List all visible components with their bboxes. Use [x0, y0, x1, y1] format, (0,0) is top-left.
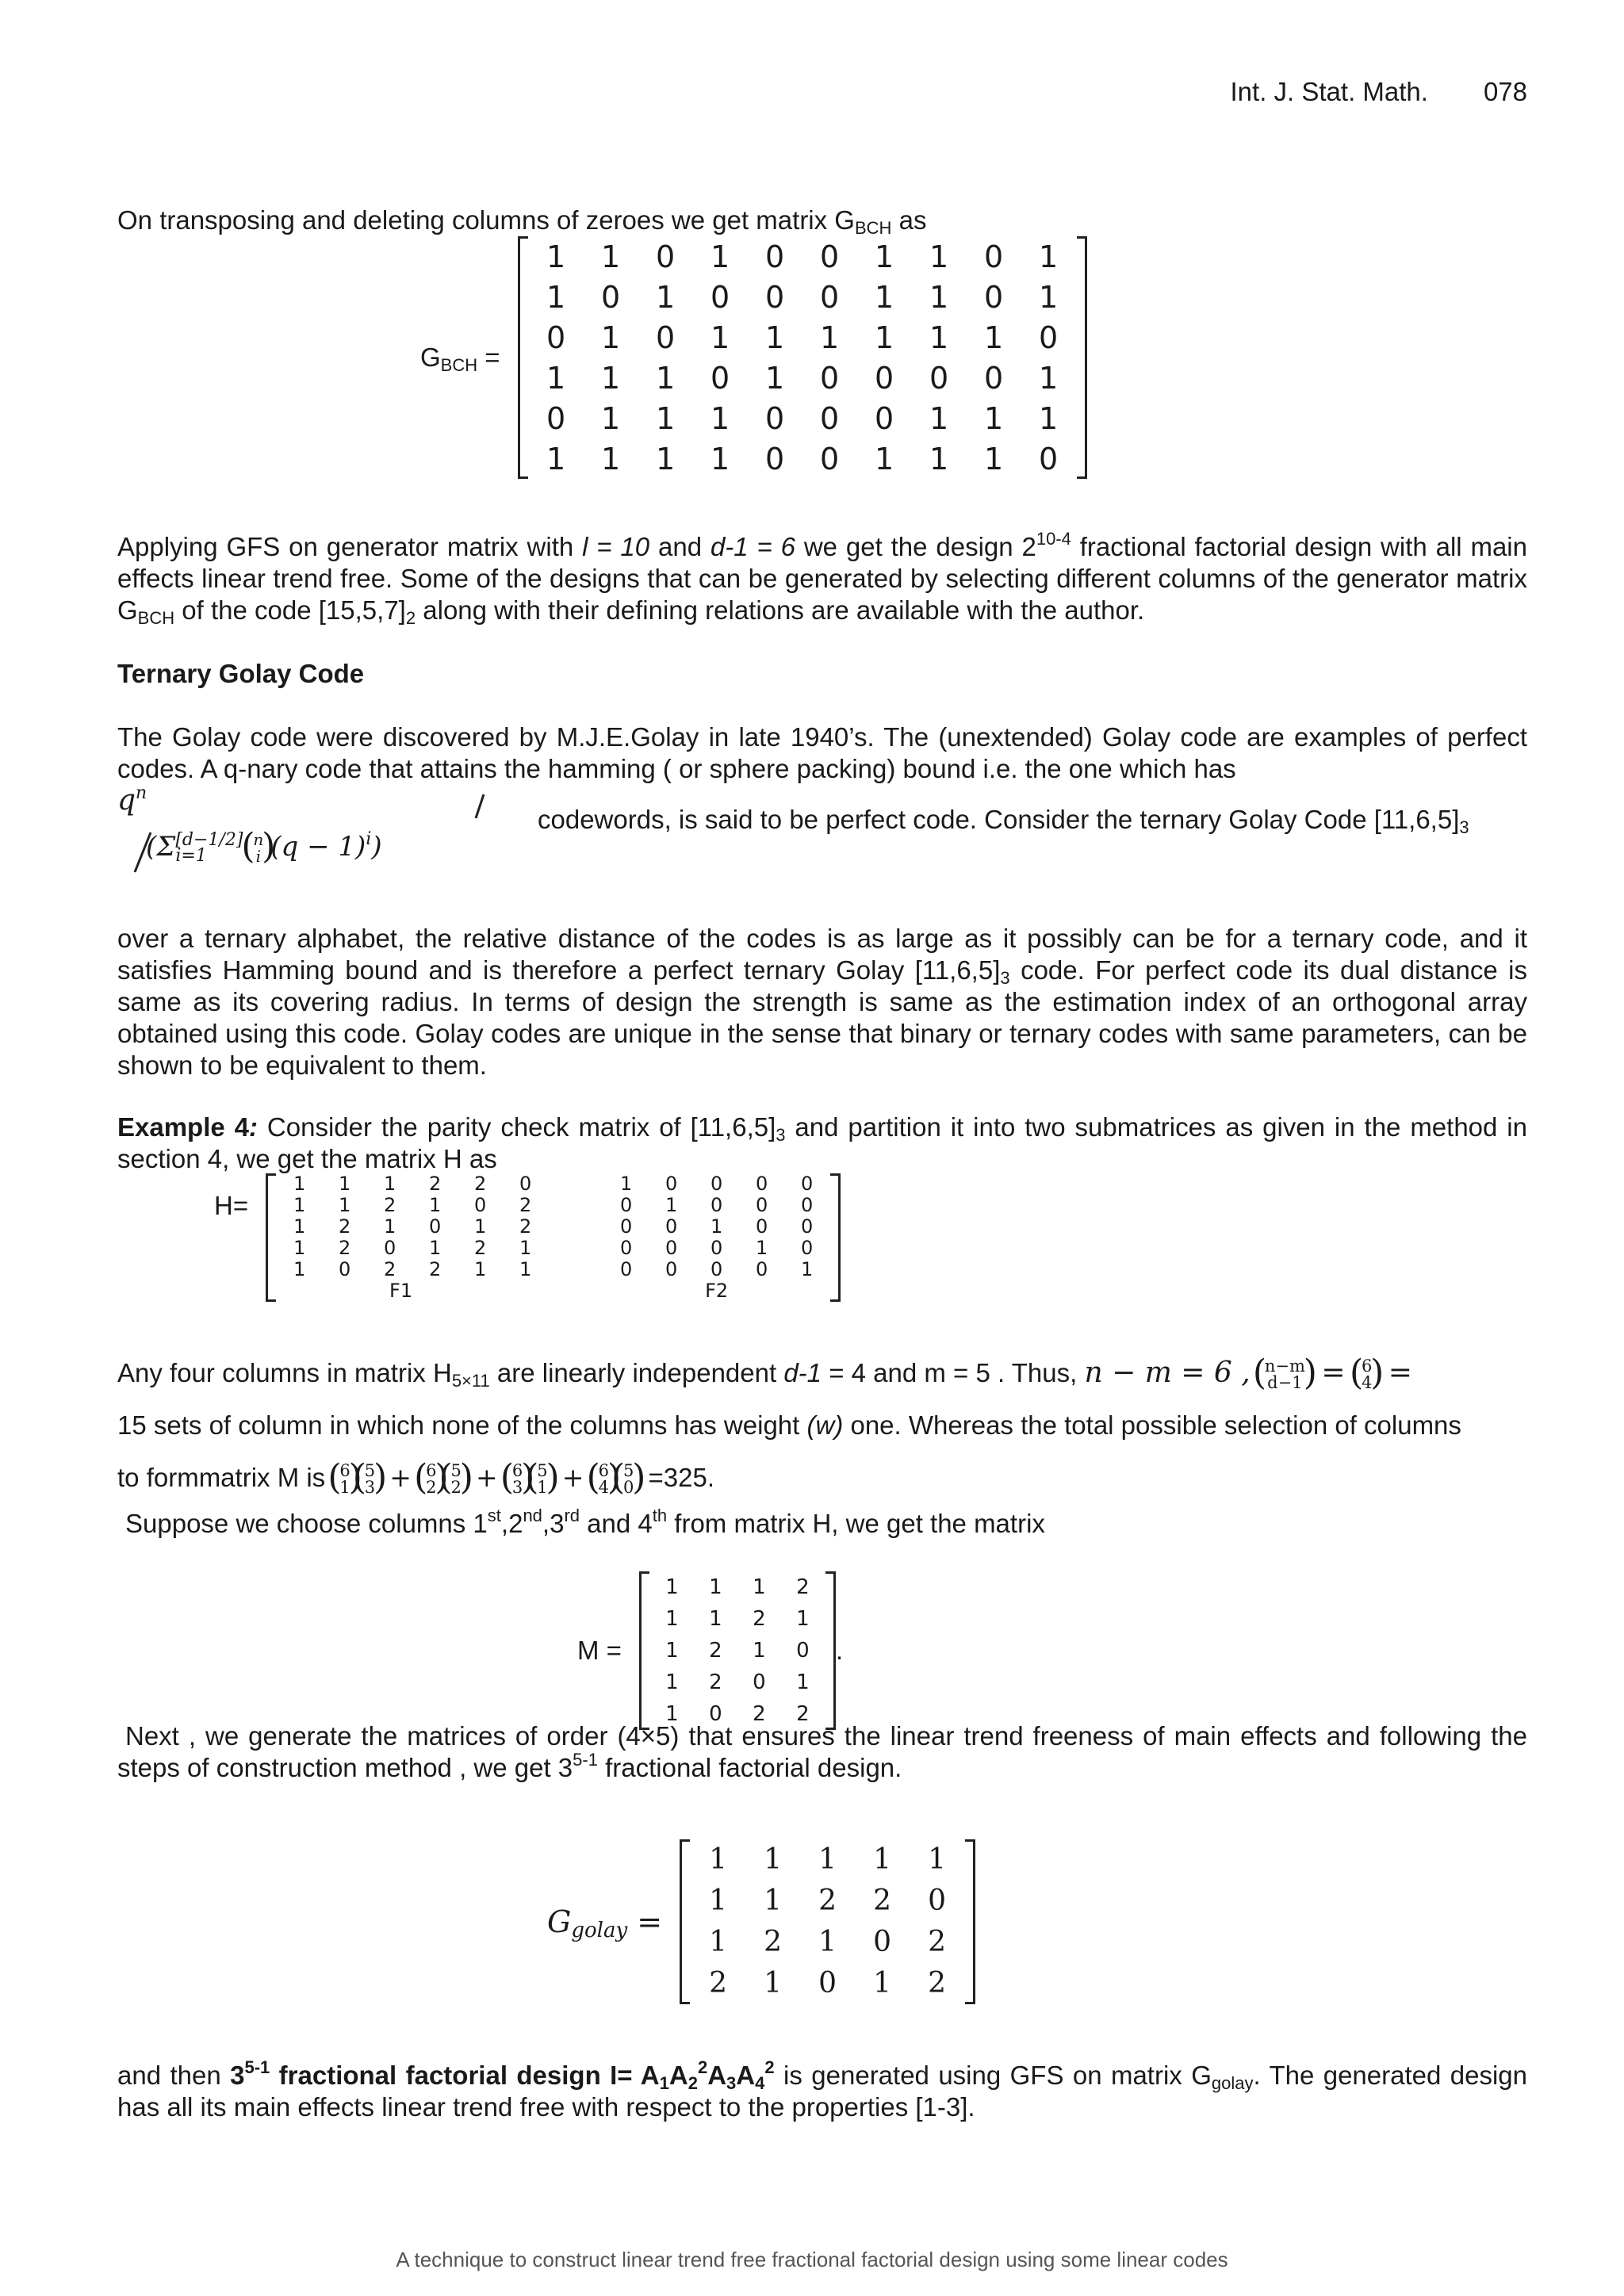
matrix-cell: 2 — [709, 1639, 722, 1663]
matrix-cell: 0 — [800, 1237, 814, 1259]
matrix-cell: 2 — [796, 1702, 810, 1726]
gbch-row — [529, 277, 1076, 317]
h-foot-spacer — [458, 1280, 503, 1302]
running-footer: A technique to construct linear trend free fractional factorial design using some linear codes — [396, 2248, 1228, 2271]
matrix-cell: 1 — [665, 1607, 679, 1631]
matrix-cell: 1 — [710, 239, 730, 274]
matrix-cell: 2 — [428, 1258, 442, 1280]
matrix-cell: 1 — [600, 320, 621, 355]
matrix-cell: 1 — [983, 441, 1004, 476]
matrix-cell: 0 — [983, 279, 1004, 315]
matrix-cell: 0 — [1038, 441, 1059, 476]
matrix-cell: 1 — [929, 441, 949, 476]
matrix-cell: 1 — [873, 1843, 892, 1876]
h-gap — [548, 1259, 603, 1280]
ggolay-table — [691, 1839, 964, 2004]
matrix-cell: 1 — [709, 1885, 728, 1917]
m-row — [650, 1571, 825, 1603]
matrix-cell: 2 — [428, 1173, 442, 1195]
h-submatrix-labels — [277, 1280, 829, 1302]
matrix-cell: 1 — [983, 320, 1004, 355]
paragraph-transpose — [117, 205, 1527, 236]
matrix-cell: 1 — [764, 320, 785, 355]
matrix-cell: 0 — [710, 1258, 723, 1280]
matrix-cell: 0 — [546, 400, 566, 436]
h-row — [277, 1195, 829, 1216]
matrix-cell: 1 — [710, 400, 730, 436]
matrix-cell: 1 — [874, 441, 894, 476]
matrix-cell: 0 — [755, 1173, 768, 1195]
matrix-cell: 2 — [383, 1258, 396, 1280]
matrix-cell: 1 — [764, 1843, 783, 1876]
matrix-cell: 0 — [710, 1173, 723, 1195]
m-label: M = — [577, 1636, 622, 1665]
matrix-cell: 1 — [818, 1843, 837, 1876]
matrix-cell: 0 — [983, 239, 1004, 274]
f2-label: F2 — [705, 1280, 729, 1302]
matrix-cell: 0 — [473, 1194, 487, 1216]
h-foot-spacer — [548, 1280, 603, 1302]
matrix-cell: 1 — [428, 1237, 442, 1259]
matrix-cell: 1 — [710, 441, 730, 476]
h-foot-spacer — [503, 1280, 548, 1302]
matrix-cell: 0 — [338, 1258, 351, 1280]
matrix-cell: 1 — [293, 1173, 306, 1195]
matrix-cell: 1 — [665, 1702, 679, 1726]
ggolay-label: $G_{golay}$ = — [547, 1904, 663, 1942]
sphere-packing-formula: $q^n$ (Σ [d−1/2] i=1 ( n i ) $(q - 1)^i$) — [117, 785, 522, 880]
m-row — [650, 1635, 825, 1667]
gbch-row — [529, 358, 1076, 398]
matrix-cell: 1 — [818, 1926, 837, 1958]
paragraph-ternary-alphabet: over a ternary alphabet, the relative distance of the codes is as large as it possibly can be for a ternary code, and it satisfies Hamming bound and is therefore a perfect ternary Golay $[11,6,5]_3$ code. For perfect code its dual distance is same as its covering radius. In terms of design the strength is same as the estimation index of an orthogonal array obtained using this code. Golay codes are unique in the sense that binary or ternary codes with same parameters, can be shown to be equivalent to them. — [117, 924, 1527, 1080]
p1-text: On transposing and deleting columns of zeroes we get matrix G — [117, 205, 855, 235]
matrix-cell: 1 — [519, 1258, 532, 1280]
matrix-cell: 2 — [928, 1926, 947, 1958]
gbch-matrix — [518, 236, 1087, 479]
matrix-cell: 0 — [928, 1885, 947, 1917]
matrix-cell: 0 — [764, 239, 785, 274]
matrix-cell: 2 — [473, 1237, 487, 1259]
matrix-cell: 1 — [665, 1639, 679, 1663]
matrix-cell: 1 — [710, 320, 730, 355]
matrix-cell: 2 — [383, 1194, 396, 1216]
matrix-cell: 2 — [519, 1215, 532, 1238]
matrix-cell: 0 — [665, 1258, 678, 1280]
matrix-cell: 1 — [753, 1575, 766, 1599]
matrix-cell: 1 — [929, 279, 949, 315]
m-row — [650, 1667, 825, 1698]
matrix-cell: 1 — [519, 1237, 532, 1259]
matrix-cell: 1 — [929, 320, 949, 355]
p3-text: The Golay code were discovered by M.J.E.Golay in late 1940’s. The (unextended) Golay code are examples of perfect codes. A q-nary code that attains the hamming ( or sphere packing) bound i.e. the one which has — [117, 722, 1527, 783]
matrix-cell: 1 — [873, 1967, 892, 1999]
matrix-cell: 0 — [710, 279, 730, 315]
matrix-cell: 1 — [929, 239, 949, 274]
matrix-cell: 0 — [1038, 320, 1059, 355]
matrix-cell: 0 — [655, 320, 676, 355]
f1-label: F1 — [389, 1280, 413, 1302]
matrix-cell: 1 — [293, 1194, 306, 1216]
ggolay-matrix — [680, 1839, 975, 2004]
matrix-cell: 2 — [818, 1885, 837, 1917]
h-label: H= — [214, 1191, 249, 1220]
h-foot-spacer — [603, 1280, 649, 1302]
gbch-row — [529, 438, 1076, 479]
matrix-cell: 1 — [655, 441, 676, 476]
h-row — [277, 1216, 829, 1238]
m-matrix-block — [577, 1571, 843, 1730]
h-matrix — [266, 1173, 841, 1302]
matrix-cell: 0 — [619, 1194, 633, 1216]
matrix-cell: 2 — [709, 1967, 728, 1999]
matrix-cell: 1 — [764, 1885, 783, 1917]
matrix-cell: 0 — [800, 1173, 814, 1195]
matrix-cell: 1 — [983, 400, 1004, 436]
matrix-cell: 1 — [709, 1575, 722, 1599]
matrix-cell: 1 — [709, 1607, 722, 1631]
matrix-cell: 0 — [764, 279, 785, 315]
matrix-cell: 1 — [709, 1843, 728, 1876]
h-gap — [548, 1216, 603, 1238]
paragraph-golay-intro — [117, 721, 1527, 785]
m-matrix — [639, 1571, 836, 1730]
h-matrix-block — [214, 1173, 841, 1302]
matrix-cell: 1 — [473, 1258, 487, 1280]
paragraph-independent-columns: Any four columns in matrix $H_{5\times 11}$ are linearly independent d-1 = 4 and m = 5 . Thus, n − m = 6 , ( n−m d−1 ) = ( 6 4 ) = — [117, 1357, 1527, 1391]
h-row — [277, 1238, 829, 1259]
matrix-cell: 1 — [800, 1258, 814, 1280]
h-foot-spacer — [412, 1280, 458, 1302]
matrix-cell: 1 — [755, 1237, 768, 1259]
ggolay-row — [691, 1881, 964, 1922]
matrix-cell: 2 — [796, 1575, 810, 1599]
matrix-cell: 0 — [755, 1215, 768, 1238]
paragraph-total-selection: to formmatrix M is ( 6 1 ) ( 5 3 ) + ( 6 2 ) ( 5 2 ) + ( 6 3 ) ( 5 1 ) + ( 6 4 ) ( 5 0 ) =325. — [117, 1462, 714, 1496]
matrix-cell: 2 — [753, 1607, 766, 1631]
running-header — [1231, 76, 1528, 108]
matrix-cell: 0 — [764, 441, 785, 476]
matrix-cell: 1 — [655, 360, 676, 396]
m-table — [650, 1571, 825, 1730]
matrix-cell: 1 — [928, 1843, 947, 1876]
h-foot-spacer — [784, 1280, 829, 1302]
paragraph-example-4: Example 4: Consider the parity check matrix of $[11,6,5]_3$ and partition it into two submatrices as given in the method in section 4, we get the matrix H as — [117, 1112, 1527, 1173]
matrix-cell: 1 — [428, 1194, 442, 1216]
matrix-cell: 0 — [796, 1639, 810, 1663]
matrix-cell: 1 — [929, 400, 949, 436]
gbch-matrix-block — [420, 236, 1087, 479]
matrix-cell: 2 — [873, 1885, 892, 1917]
matrix-cell: 0 — [665, 1215, 678, 1238]
matrix-cell: 0 — [428, 1215, 442, 1238]
matrix-cell: 0 — [619, 1258, 633, 1280]
matrix-cell: 0 — [874, 360, 894, 396]
matrix-cell: 0 — [764, 400, 785, 436]
matrix-cell: 1 — [293, 1237, 306, 1259]
paragraph-generate-matrices: Next , we generate the matrices of order (4×5) that ensures the linear trend freeness of main effects and following the steps of construction method , we get 3$^{5-1}$ fractional factorial design. — [117, 1721, 1527, 1782]
gbch-label: $G_{BCH}$ = — [420, 342, 500, 375]
matrix-cell: 1 — [383, 1215, 396, 1238]
matrix-cell: 0 — [753, 1670, 766, 1694]
matrix-cell: 1 — [796, 1607, 810, 1631]
matrix-cell: 0 — [819, 239, 840, 274]
matrix-cell: 1 — [546, 279, 566, 315]
gbch-table — [529, 236, 1076, 479]
codewords-text: codewords, is said to be perfect code. Consider the ternary Golay Code $[11,6,5]_3$ — [538, 805, 1469, 837]
matrix-cell: 1 — [819, 320, 840, 355]
matrix-cell: 0 — [710, 360, 730, 396]
section-heading: Ternary Golay Code — [117, 659, 365, 688]
ggolay-matrix-block — [547, 1839, 975, 2004]
gbch-row — [529, 398, 1076, 438]
matrix-cell: 1 — [293, 1258, 306, 1280]
perfect-code-formula-line — [117, 785, 1527, 880]
h-foot-spacer — [739, 1280, 784, 1302]
matrix-cell: 0 — [665, 1173, 678, 1195]
matrix-cell: 1 — [796, 1670, 810, 1694]
ggolay-row — [691, 1839, 964, 1881]
paragraph-choose-columns: Suppose we choose columns 1st,2nd,3rd and 4th from matrix H, we get the matrix — [125, 1506, 1045, 1538]
matrix-cell: 0 — [755, 1194, 768, 1216]
matrix-cell: 0 — [519, 1173, 532, 1195]
matrix-cell: 0 — [709, 1702, 722, 1726]
matrix-cell: 1 — [1038, 279, 1059, 315]
matrix-cell: 1 — [619, 1173, 633, 1195]
h-foot-spacer — [322, 1280, 367, 1302]
matrix-cell: 1 — [753, 1639, 766, 1663]
matrix-cell: 0 — [800, 1194, 814, 1216]
matrix-cell: 1 — [600, 239, 621, 274]
matrix-cell: 0 — [819, 360, 840, 396]
matrix-cell: 0 — [819, 441, 840, 476]
matrix-cell: 1 — [874, 239, 894, 274]
page-number: 078 — [1483, 77, 1527, 106]
h-row — [277, 1259, 829, 1280]
h-gap — [548, 1238, 603, 1259]
matrix-cell: 1 — [710, 1215, 723, 1238]
matrix-cell: 0 — [383, 1237, 396, 1259]
matrix-cell: 1 — [665, 1575, 679, 1599]
paragraph-applying-gfs: Applying GFS on generator matrix with l = 10 and d-1 = 6 we get the design 2$^{10-4}$ fractional factorial design with all main effects linear trend free. Some of the designs that can be generated by selecting different columns of the generator matrix $G_{BCH}$ of the code $[15,5,7]_2$ along with their defining relations are available with the author. — [117, 529, 1527, 628]
matrix-cell: 1 — [665, 1670, 679, 1694]
matrix-cell: 1 — [1038, 239, 1059, 274]
matrix-cell: 1 — [1038, 360, 1059, 396]
paragraph-weight: 15 sets of column in which none of the columns has weight (w) one. Whereas the total possible selection of columns — [117, 1410, 1461, 1440]
h-foot-spacer — [649, 1280, 694, 1302]
matrix-cell: 0 — [710, 1237, 723, 1259]
m-trailing-dot: . — [835, 1636, 844, 1665]
h-foot-spacer — [277, 1280, 322, 1302]
matrix-cell: 1 — [293, 1215, 306, 1238]
matrix-cell: 2 — [519, 1194, 532, 1216]
h-row — [277, 1173, 829, 1195]
matrix-cell: 0 — [600, 279, 621, 315]
matrix-cell: 1 — [874, 279, 894, 315]
ggolay-row — [691, 1922, 964, 1963]
matrix-cell: 1 — [546, 441, 566, 476]
matrix-cell: 0 — [873, 1926, 892, 1958]
matrix-cell: 1 — [665, 1194, 678, 1216]
matrix-cell: 0 — [819, 400, 840, 436]
matrix-cell: 0 — [983, 360, 1004, 396]
h-table — [277, 1173, 829, 1302]
matrix-cell: 1 — [338, 1194, 351, 1216]
matrix-cell: 0 — [665, 1237, 678, 1259]
matrix-cell: 1 — [874, 320, 894, 355]
matrix-cell: 1 — [546, 360, 566, 396]
matrix-cell: 0 — [546, 320, 566, 355]
gbch-row — [529, 317, 1076, 358]
matrix-cell: 1 — [655, 400, 676, 436]
matrix-cell: 0 — [929, 360, 949, 396]
matrix-cell: 0 — [619, 1237, 633, 1259]
matrix-cell: 1 — [383, 1173, 396, 1195]
matrix-cell: 0 — [755, 1258, 768, 1280]
matrix-cell: 2 — [709, 1670, 722, 1694]
matrix-cell: 1 — [655, 279, 676, 315]
matrix-cell: 1 — [600, 441, 621, 476]
matrix-cell: 2 — [338, 1237, 351, 1259]
journal-name: Int. J. Stat. Math. — [1230, 77, 1428, 106]
matrix-cell: 2 — [753, 1702, 766, 1726]
m-row — [650, 1603, 825, 1635]
p1-tail: as — [891, 205, 927, 235]
matrix-cell: 2 — [764, 1926, 783, 1958]
matrix-cell: 1 — [764, 1967, 783, 1999]
p1-sub: BCH — [854, 218, 892, 238]
gbch-row — [529, 236, 1076, 277]
matrix-cell: 1 — [764, 360, 785, 396]
ggolay-row — [691, 1963, 964, 2004]
matrix-cell: 1 — [473, 1215, 487, 1238]
matrix-cell: 1 — [338, 1173, 351, 1195]
matrix-cell: 2 — [473, 1173, 487, 1195]
paragraph-and-then: and then 3$^{5-1}$ fractional factorial design $I= A_1A_2^2A_3A_4^2$ is generated using GFS on matrix $G_{golay}$. The generated design has all its main effects linear trend free with respect to the properties [1-3]. — [117, 2057, 1527, 2122]
matrix-cell: 1 — [1038, 400, 1059, 436]
matrix-cell: 0 — [800, 1215, 814, 1238]
matrix-cell: 0 — [818, 1967, 837, 1999]
matrix-cell: 1 — [546, 239, 566, 274]
matrix-cell: 0 — [874, 400, 894, 436]
matrix-cell: 0 — [655, 239, 676, 274]
matrix-cell: 0 — [710, 1194, 723, 1216]
h-gap — [548, 1195, 603, 1216]
matrix-cell: 2 — [338, 1215, 351, 1238]
matrix-cell: 1 — [600, 400, 621, 436]
matrix-cell: 2 — [928, 1967, 947, 1999]
h-gap — [548, 1173, 603, 1195]
matrix-cell: 1 — [709, 1926, 728, 1958]
matrix-cell: 0 — [819, 279, 840, 315]
matrix-cell: 1 — [600, 360, 621, 396]
matrix-cell: 0 — [619, 1215, 633, 1238]
